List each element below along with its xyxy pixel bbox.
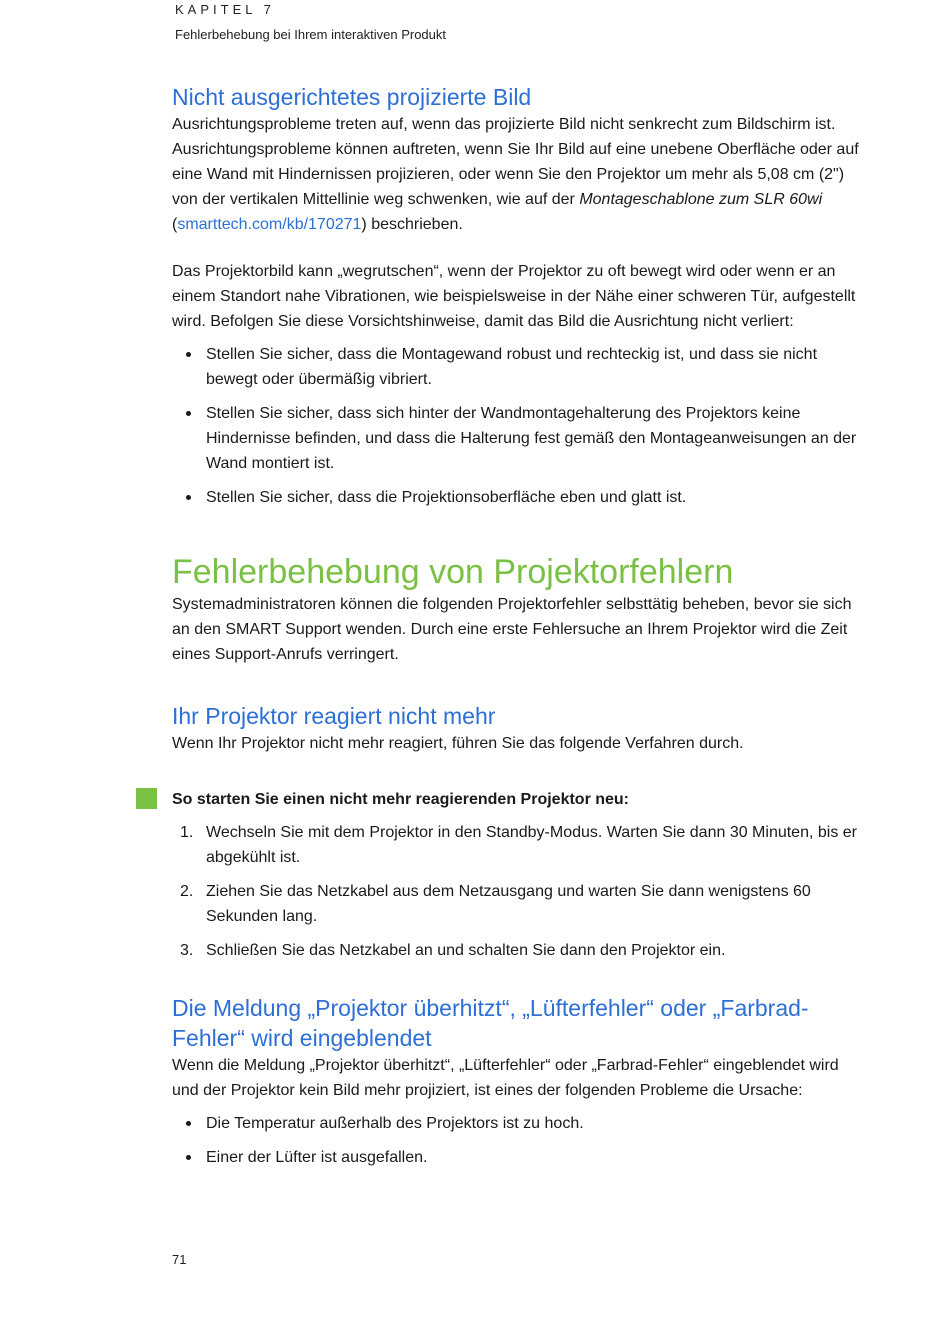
section-title-not-responding: Ihr Projektor reagiert nicht mehr <box>172 703 496 729</box>
projector-errors-intro: Systemadministratoren können die folgenden Projektorfehler selbsttätig beheben, bevor sie sich an den SMART Support wenden. Durch eine erste Fehlersuche an Ihrem Projektor wird die Zeit eines Support-Anrufs verringert. <box>172 596 852 663</box>
kb-link[interactable]: smarttech.com/kb/170271 <box>177 216 362 233</box>
list-item: 2. Ziehen Sie das Netzkabel aus dem Netzausgang und warten Sie dann wenigstens 60 Sekunden lang. <box>180 883 811 925</box>
procedure-heading: So starten Sie einen nicht mehr reagierenden Projektor neu: <box>172 787 864 812</box>
bullet-icon <box>186 495 191 500</box>
section-title-overheat: Die Meldung „Projektor überhitzt“, „Lüfterfehler“ oder „Farbrad-Fehler“ wird eingeblendet <box>172 995 809 1051</box>
list-item: Stellen Sie sicher, dass sich hinter der Wandmontagehalterung des Projektors keine Hindernisse befinden, und dass die Halterung fest gemäß den Montageanweisungen an der Wand montiert ist. <box>172 401 864 476</box>
bullet-icon <box>186 352 191 357</box>
procedure-icon <box>136 788 157 809</box>
bullet-icon <box>186 411 191 416</box>
template-title: Montageschablone zum SLR 60wi <box>579 191 823 208</box>
section-title-projector-errors: Fehlerbehebung von Projektorfehlern <box>172 553 734 591</box>
list-item: Stellen Sie sicher, dass die Montagewand robust und rechteckig ist, und dass sie nicht bewegt oder übermäßig vibriert. <box>172 342 864 392</box>
chapter-subtitle: Fehlerbehebung bei Ihrem interaktiven Produkt <box>175 27 446 42</box>
alignment-bullet-list <box>172 342 864 510</box>
chapter-label: KAPITEL 7 <box>175 2 275 17</box>
overheat-bullet-list <box>172 1111 864 1170</box>
list-item: 1. Wechseln Sie mit dem Projektor in den Standby-Modus. Warten Sie dann 30 Minuten, bis er abgekühlt ist. <box>180 824 857 866</box>
alignment-paragraph-1: Ausrichtungsprobleme treten auf, wenn das projizierte Bild nicht senkrecht zum Bildschirm ist. Ausrichtungsprobleme können auftreten, wenn Sie Ihr Bild auf eine unebene Oberfläche oder auf eine Wand mit Hindernissen projizieren, oder wenn Sie den Projektor um mehr als 5,08 cm (2") von der vertikalen Mittellinie weg schwenken, wie auf der Montageschablone zum SLR 60wi (smarttech.com/kb/170271) beschrieben. <box>172 116 859 233</box>
page-number: 71 <box>172 1252 187 1267</box>
bullet-icon <box>186 1155 191 1160</box>
list-item: Stellen Sie sicher, dass die Projektionsoberfläche eben und glatt ist. <box>172 485 864 510</box>
list-item: 3. Schließen Sie das Netzkabel an und schalten Sie dann den Projektor ein. <box>180 942 726 959</box>
section-title-alignment: Nicht ausgerichtetes projizierte Bild <box>172 84 532 110</box>
list-item: Die Temperatur außerhalb des Projektors ist zu hoch. <box>172 1111 864 1136</box>
page-content <box>172 82 864 1179</box>
overheat-intro: Wenn die Meldung „Projektor überhitzt“, „Lüfterfehler“ oder „Farbrad-Fehler“ eingeblendet wird und der Projektor kein Bild mehr projiziert, ist eines der folgenden Probleme die Ursache: <box>172 1057 839 1099</box>
alignment-paragraph-2: Das Projektorbild kann „wegrutschen“, wenn der Projektor zu oft bewegt wird oder wenn er an einem Standort nahe Vibrationen, wie beispielsweise in der Nähe einer schweren Tür, aufgestellt wird. Befolgen Sie diese Vorsichtshinweise, damit das Bild die Ausrichtung nicht verliert: <box>172 263 856 330</box>
not-responding-intro: Wenn Ihr Projektor nicht mehr reagiert, führen Sie das folgende Verfahren durch. <box>172 735 744 752</box>
procedure-steps <box>172 820 864 963</box>
list-item: Einer der Lüfter ist ausgefallen. <box>172 1145 864 1170</box>
bullet-icon <box>186 1121 191 1126</box>
